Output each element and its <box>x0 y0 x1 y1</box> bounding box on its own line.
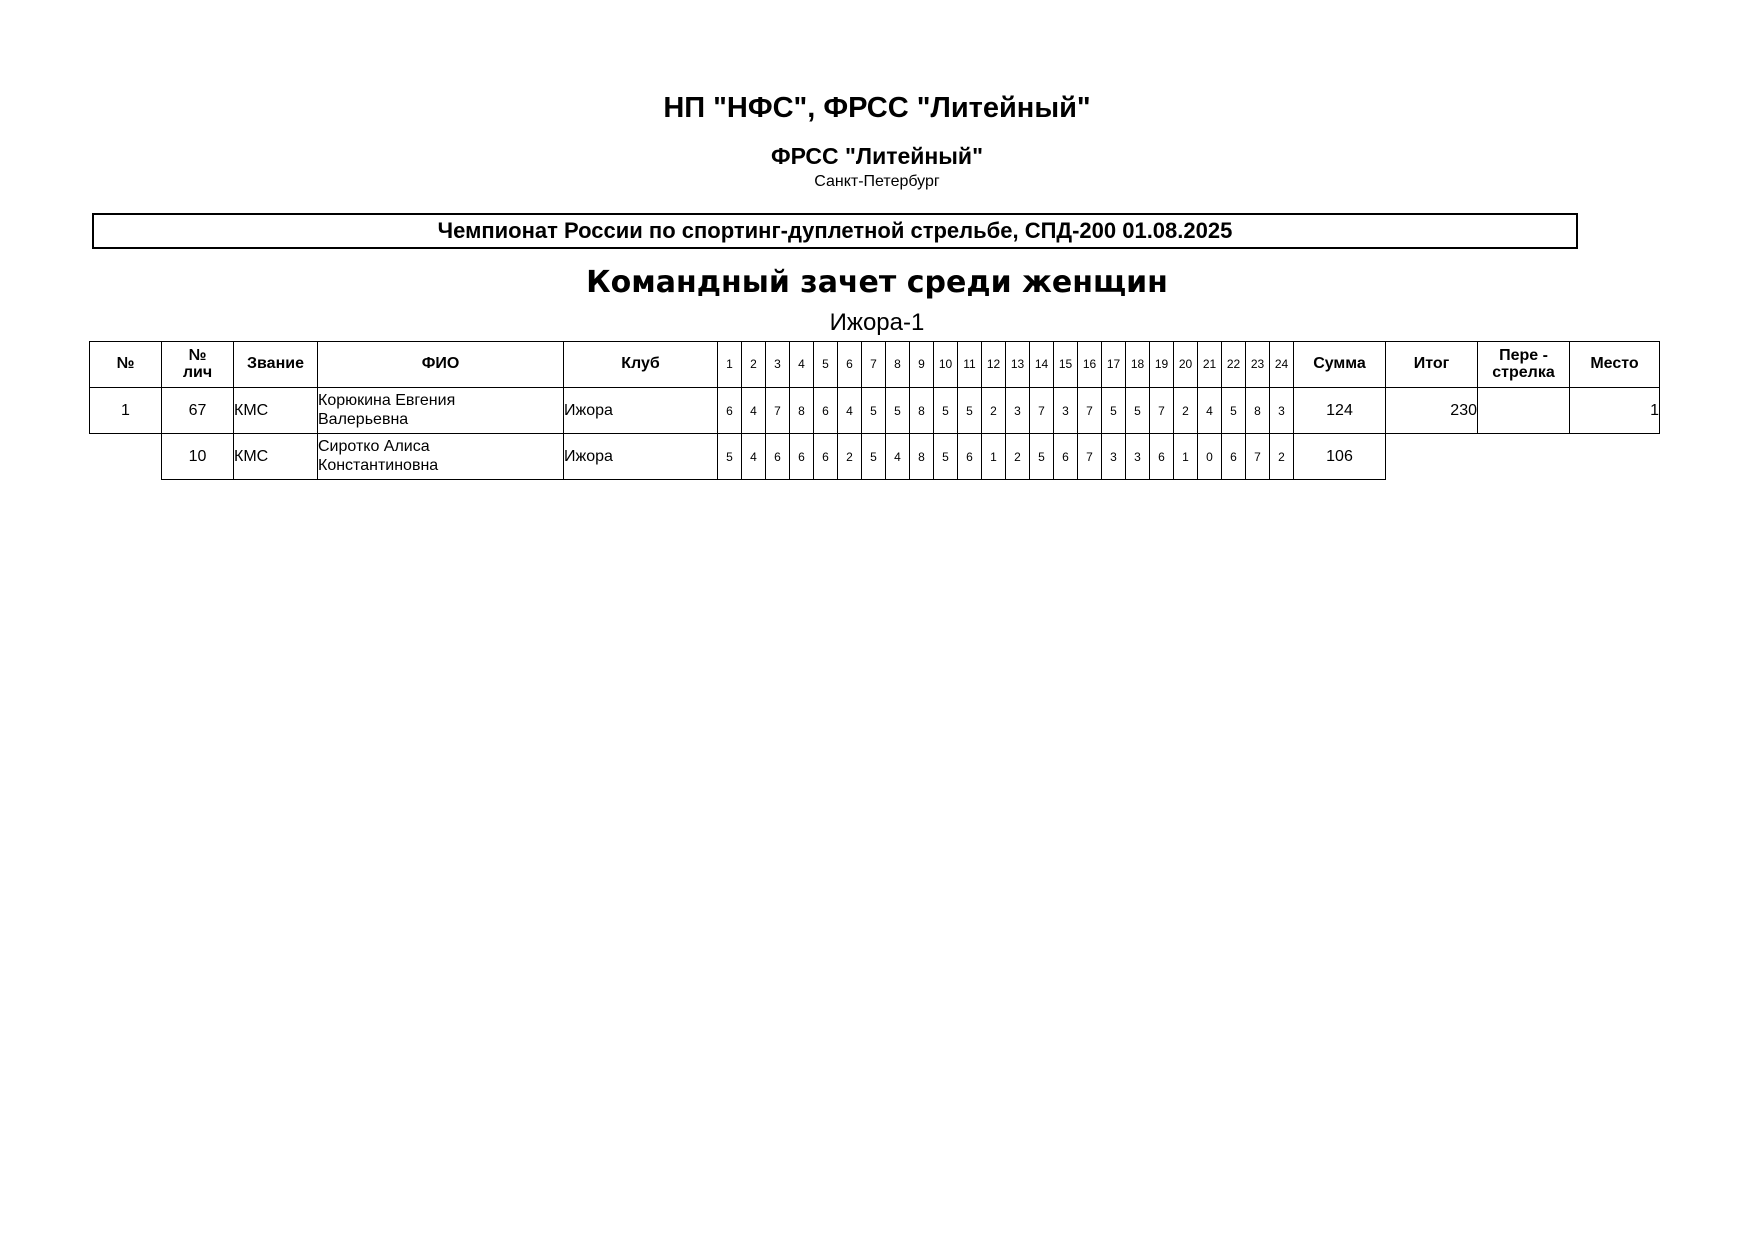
header-series-24: 24 <box>1270 342 1294 388</box>
series-score-cell: 2 <box>838 434 862 480</box>
header-series-12: 12 <box>982 342 1006 388</box>
name-line: Корюкина Евгения <box>318 392 456 410</box>
series-score-cell: 4 <box>1198 388 1222 434</box>
series-score-cell: 4 <box>886 434 910 480</box>
series-score-cell: 5 <box>862 434 886 480</box>
series-score-cell: 3 <box>1102 434 1126 480</box>
rank-cell: КМС <box>234 388 318 434</box>
series-score-cell: 5 <box>886 388 910 434</box>
series-score-cell: 5 <box>934 388 958 434</box>
series-score-cell: 4 <box>742 434 766 480</box>
header-series-14: 14 <box>1030 342 1054 388</box>
team-total-cell: 230 <box>1386 388 1478 434</box>
header-rank: Звание <box>234 342 318 388</box>
header-place: Место <box>1570 342 1660 388</box>
organizer-title: НП "НФС", ФРСС "Литейный" <box>663 92 1091 124</box>
series-score-cell: 1 <box>982 434 1006 480</box>
header-series-18: 18 <box>1126 342 1150 388</box>
section-title: Командный зачет среди женщин <box>586 265 1168 300</box>
series-score-cell: 6 <box>790 434 814 480</box>
series-score-cell: 8 <box>910 388 934 434</box>
series-score-cell: 8 <box>1246 388 1270 434</box>
header-total: Итог <box>1386 342 1478 388</box>
series-score-cell: 4 <box>742 388 766 434</box>
series-score-cell: 5 <box>1126 388 1150 434</box>
series-score-cell: 7 <box>1246 434 1270 480</box>
sum-cell: 124 <box>1294 388 1386 434</box>
name-line: Валерьевна <box>318 410 409 428</box>
series-score-cell: 7 <box>1078 434 1102 480</box>
header-num: № <box>90 342 162 388</box>
series-score-cell: 6 <box>958 434 982 480</box>
blank-cell <box>90 434 162 480</box>
header-series-2: 2 <box>742 342 766 388</box>
results-table <box>89 341 1660 480</box>
series-score-cell: 5 <box>934 434 958 480</box>
header-series-7: 7 <box>862 342 886 388</box>
name-cell <box>318 388 564 434</box>
series-score-cell: 8 <box>910 434 934 480</box>
series-score-cell: 3 <box>1006 388 1030 434</box>
series-score-cell: 7 <box>1030 388 1054 434</box>
header-club: Клуб <box>564 342 718 388</box>
series-score-cell: 7 <box>766 388 790 434</box>
city-label: Санкт-Петербург <box>814 173 940 190</box>
series-score-cell: 5 <box>1030 434 1054 480</box>
series-score-cell: 5 <box>1222 388 1246 434</box>
series-score-cell: 3 <box>1054 388 1078 434</box>
series-score-cell: 6 <box>766 434 790 480</box>
series-score-cell: 2 <box>1006 434 1030 480</box>
name-line: Константиновна <box>318 456 439 474</box>
series-score-cell: 6 <box>814 388 838 434</box>
header-series-11: 11 <box>958 342 982 388</box>
header-series-6: 6 <box>838 342 862 388</box>
series-score-cell: 8 <box>790 388 814 434</box>
series-score-cell: 3 <box>1126 434 1150 480</box>
series-score-cell: 5 <box>1102 388 1126 434</box>
series-score-cell: 6 <box>1222 434 1246 480</box>
header-series-15: 15 <box>1054 342 1078 388</box>
header-name: ФИО <box>318 342 564 388</box>
event-title-box <box>92 213 1578 249</box>
rank-cell: КМС <box>234 434 318 480</box>
header-shootoff: Пере - стрелка <box>1478 342 1570 388</box>
name-cell <box>318 434 564 480</box>
header-sum: Сумма <box>1294 342 1386 388</box>
series-score-cell: 2 <box>1174 388 1198 434</box>
series-score-cell: 2 <box>1270 434 1294 480</box>
bib-cell: 67 <box>162 388 234 434</box>
event-title: Чемпионат России по спортинг-дуплетной стрельбе, СПД-200 01.08.2025 <box>437 218 1233 243</box>
club-cell: Ижора <box>564 434 718 480</box>
header-series-8: 8 <box>886 342 910 388</box>
series-score-cell: 6 <box>1150 434 1174 480</box>
header-series-9: 9 <box>910 342 934 388</box>
series-score-cell: 6 <box>814 434 838 480</box>
header-series-5: 5 <box>814 342 838 388</box>
series-score-cell: 6 <box>1054 434 1078 480</box>
series-score-cell: 3 <box>1270 388 1294 434</box>
table-header-row <box>90 342 1660 388</box>
place-cell: 1 <box>1570 388 1660 434</box>
header-series-1: 1 <box>718 342 742 388</box>
shootoff-cell <box>1478 388 1570 434</box>
header-series-3: 3 <box>766 342 790 388</box>
header-series-17: 17 <box>1102 342 1126 388</box>
header-series-19: 19 <box>1150 342 1174 388</box>
header-series-22: 22 <box>1222 342 1246 388</box>
series-score-cell: 1 <box>1174 434 1198 480</box>
header-series-16: 16 <box>1078 342 1102 388</box>
bib-cell: 10 <box>162 434 234 480</box>
header-series-13: 13 <box>1006 342 1030 388</box>
team-num-cell: 1 <box>90 388 162 434</box>
header-series-21: 21 <box>1198 342 1222 388</box>
series-score-cell: 5 <box>718 434 742 480</box>
series-score-cell: 7 <box>1078 388 1102 434</box>
series-score-cell: 6 <box>718 388 742 434</box>
host-title: ФРСС "Литейный" <box>771 143 983 169</box>
series-score-cell: 5 <box>958 388 982 434</box>
header-series-4: 4 <box>790 342 814 388</box>
header-bib: № лич <box>162 342 234 388</box>
series-score-cell: 4 <box>838 388 862 434</box>
blank-cell <box>1386 434 1478 480</box>
sum-cell: 106 <box>1294 434 1386 480</box>
series-score-cell: 0 <box>1198 434 1222 480</box>
table-row <box>90 434 1660 480</box>
blank-cell <box>1570 434 1660 480</box>
table-row <box>90 388 1660 434</box>
header-series-23: 23 <box>1246 342 1270 388</box>
name-line: Сиротко Алиса <box>318 438 430 456</box>
club-cell: Ижора <box>564 388 718 434</box>
blank-cell <box>1478 434 1570 480</box>
series-score-cell: 5 <box>862 388 886 434</box>
team-title: Ижора-1 <box>829 309 925 336</box>
series-score-cell: 2 <box>982 388 1006 434</box>
header-series-10: 10 <box>934 342 958 388</box>
header-series-20: 20 <box>1174 342 1198 388</box>
series-score-cell: 7 <box>1150 388 1174 434</box>
